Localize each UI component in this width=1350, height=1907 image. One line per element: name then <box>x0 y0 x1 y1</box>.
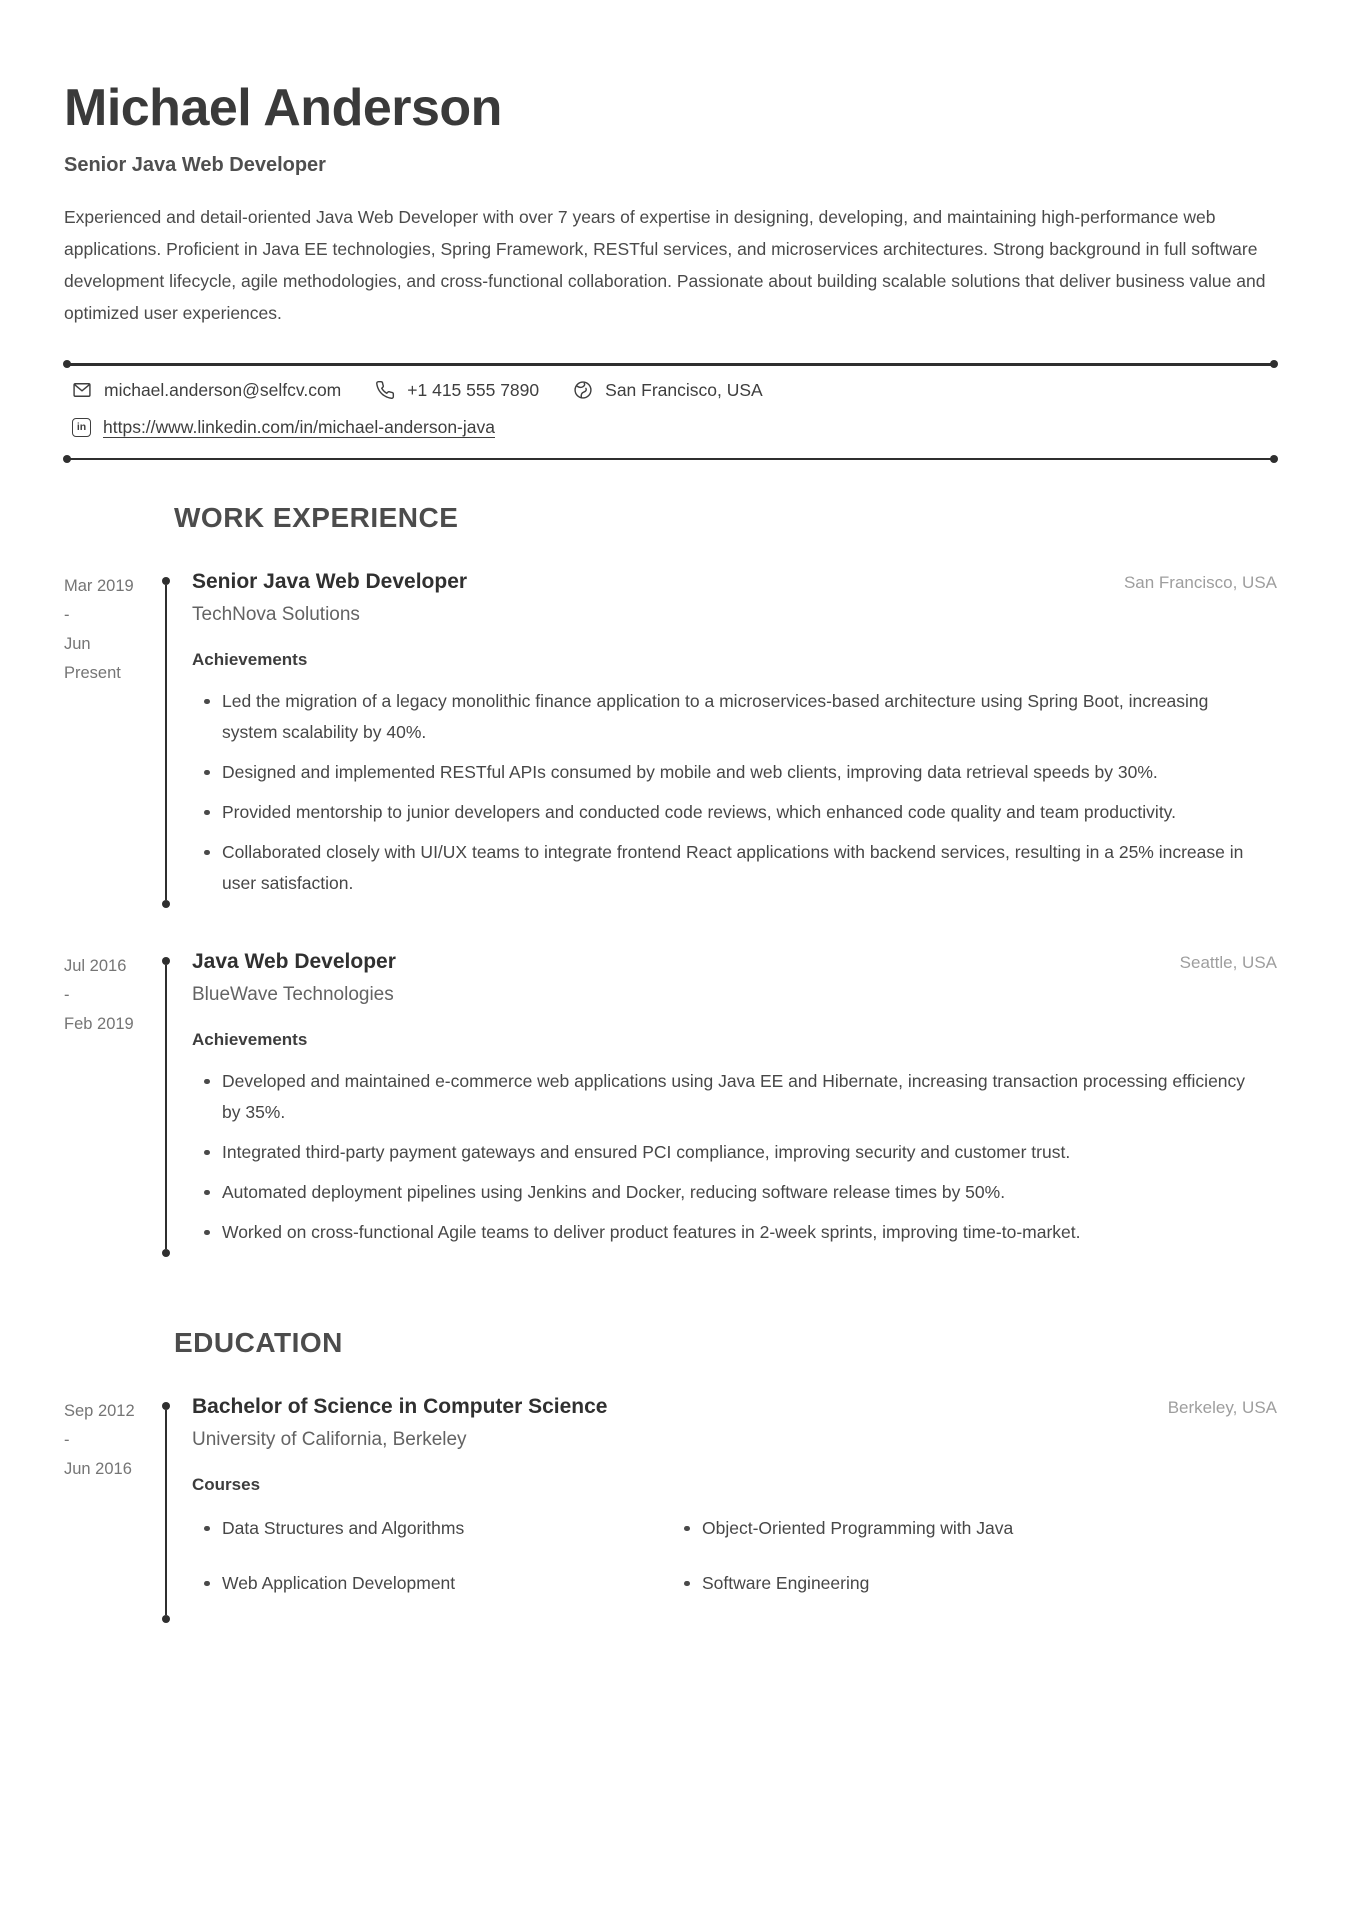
summary-paragraph: Experienced and detail-oriented Java Web Developer with over 7 years of expertise in designing, developing, and maintaining high-performance web applications. Proficient in Java EE technologies, Spring Framework, RESTful services, and microservices architectures. Strong background in full software development lifecycle, agile methodologies, and cross-functional collaboration. Passionate about building scalable solutions that deliver business value and optimized user experiences. <box>64 207 1266 323</box>
contact-section <box>64 366 1277 452</box>
date-line: Jun <box>64 635 91 653</box>
divider-top <box>64 363 1277 366</box>
timeline-line <box>165 1410 167 1615</box>
timeline-rail <box>146 1395 186 1623</box>
work-experience-heading: WORK EXPERIENCE <box>174 502 459 533</box>
timeline-rail <box>146 950 186 1257</box>
timeline-dot-bottom <box>162 1615 170 1623</box>
date-line: Feb 2019 <box>64 1015 134 1033</box>
courses-label: Courses <box>192 1475 261 1494</box>
company-name: BlueWave Technologies <box>192 984 394 1005</box>
position-title: Java Web Developer <box>192 950 396 973</box>
title-row <box>192 950 1277 974</box>
date-line: Sep 2012 <box>64 1402 135 1420</box>
achievement-item: Integrated third-party payment gateways and ensured PCI compliance, improving security and customer trust. <box>192 1137 1262 1168</box>
envelope-icon <box>72 380 92 400</box>
course-item: Data Structures and Algorithms <box>192 1513 672 1544</box>
position-location: Seattle, USA <box>1179 953 1277 972</box>
title-row <box>192 570 1277 594</box>
course-item: Web Application Development <box>192 1568 672 1599</box>
contact-phone <box>375 380 539 401</box>
achievement-item: Provided mentorship to junior developers and conducted code reviews, which enhanced code quality and team productivity. <box>192 797 1262 828</box>
timeline-dot-bottom <box>162 900 170 908</box>
work-entry-2 <box>64 950 1277 1263</box>
timeline-dot-top <box>162 957 170 965</box>
timeline-dot-top <box>162 1402 170 1410</box>
achievement-item: Automated deployment pipelines using Jenkins and Docker, reducing software release times by 50%. <box>192 1177 1262 1208</box>
linkedin-link[interactable]: https://www.linkedin.com/in/michael-anderson-java <box>103 416 495 437</box>
course-item: Software Engineering <box>672 1568 1152 1599</box>
phone-text: +1 415 555 7890 <box>407 379 540 400</box>
date-line: Mar 2019 <box>64 577 134 595</box>
work-entry-1-content <box>186 570 1277 908</box>
date-line: - <box>64 986 70 1004</box>
courses-grid <box>192 1513 1152 1623</box>
education-entry <box>64 1395 1277 1629</box>
title-row <box>192 1395 1277 1419</box>
location-text: San Francisco, USA <box>605 379 763 400</box>
achievement-item: Led the migration of a legacy monolithic finance application to a microservices-based architecture using Spring Boot, increasing system scalability by 40%. <box>192 686 1262 748</box>
contact-email <box>72 380 341 401</box>
education-dates <box>64 1395 146 1623</box>
contact-row-1 <box>72 380 1277 401</box>
linkedin-icon: in <box>72 418 91 437</box>
achievements-label: Achievements <box>192 650 308 669</box>
date-line: - <box>64 606 70 624</box>
education-content <box>186 1395 1277 1623</box>
degree-title: Bachelor of Science in Computer Science <box>192 1395 608 1418</box>
timeline-dot-bottom <box>162 1249 170 1257</box>
date-line: Jun 2016 <box>64 1460 132 1478</box>
timeline-rail <box>146 570 186 908</box>
person-name: Michael Anderson <box>64 79 502 137</box>
achievement-item: Designed and implemented RESTful APIs consumed by mobile and web clients, improving data retrieval speeds by 30%. <box>192 757 1262 788</box>
contact-row-2 <box>72 417 1277 438</box>
timeline-line <box>165 585 167 900</box>
contact-linkedin <box>72 417 495 438</box>
work-entry-1-dates <box>64 570 146 908</box>
position-title: Senior Java Web Developer <box>192 570 468 593</box>
achievement-item: Worked on cross-functional Agile teams to deliver product features in 2-week sprints, improving time-to-market. <box>192 1217 1262 1248</box>
date-line: Jul 2016 <box>64 957 127 975</box>
achievement-item: Collaborated closely with UI/UX teams to integrate frontend React applications with backend services, resulting in a 25% increase in user satisfaction. <box>192 837 1262 899</box>
course-item: Object-Oriented Programming with Java <box>672 1513 1152 1544</box>
work-entry-2-content <box>186 950 1277 1257</box>
work-entry-2-dates <box>64 950 146 1257</box>
courses-column-1 <box>192 1513 672 1623</box>
contact-location <box>573 380 763 401</box>
education-location: Berkeley, USA <box>1167 1398 1277 1417</box>
person-job-title: Senior Java Web Developer <box>64 154 326 176</box>
timeline-line <box>165 965 167 1249</box>
achievements-list <box>192 686 1277 899</box>
education-heading: EDUCATION <box>174 1327 343 1358</box>
achievement-item: Developed and maintained e-commerce web applications using Java EE and Hibernate, increasing transaction processing efficiency by 35%. <box>192 1066 1262 1128</box>
work-entry-1 <box>64 570 1277 914</box>
email-text: michael.anderson@selfcv.com <box>104 379 342 400</box>
divider-bottom <box>64 458 1277 461</box>
achievements-label: Achievements <box>192 1030 308 1049</box>
courses-column-2 <box>672 1513 1152 1623</box>
phone-icon <box>375 380 395 400</box>
position-location: San Francisco, USA <box>1123 573 1277 592</box>
date-line: - <box>64 1431 70 1449</box>
globe-icon <box>573 380 593 400</box>
timeline-dot-top <box>162 577 170 585</box>
achievements-list <box>192 1066 1277 1248</box>
date-line: Present <box>64 664 121 682</box>
school-name: University of California, Berkeley <box>192 1429 467 1450</box>
company-name: TechNova Solutions <box>192 604 360 625</box>
